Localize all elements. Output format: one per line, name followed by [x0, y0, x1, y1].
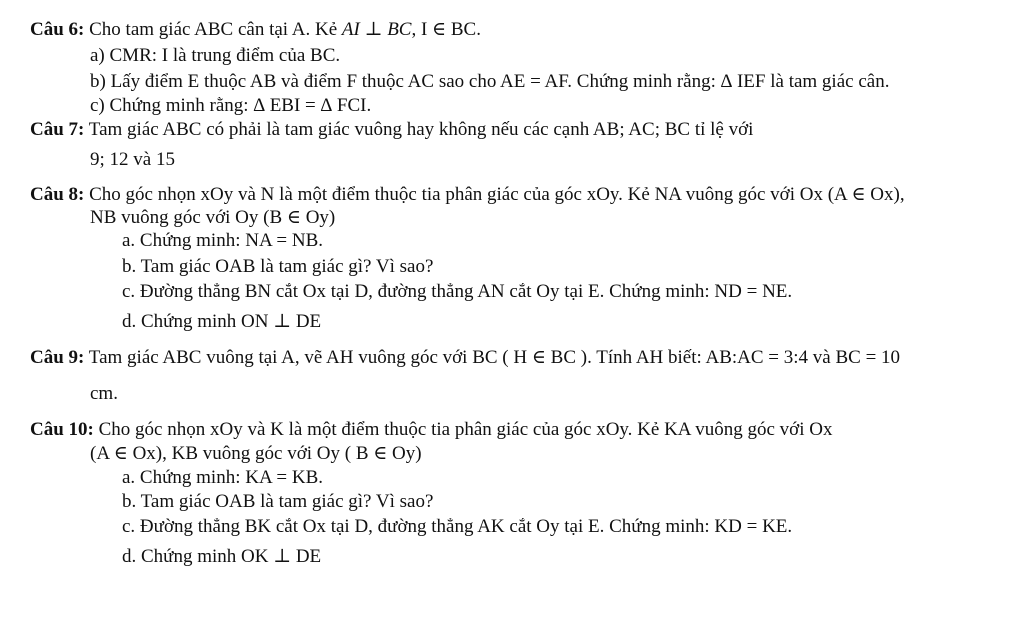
question-7-stem-continued: 9; 12 và 15: [90, 149, 175, 170]
question-8-part-c: c. Đường thẳng BN cắt Ox tại D, đường thẳng AN cắt Oy tại E. Chứng minh: ND = NE.: [122, 281, 793, 302]
question-6-part-c: c) Chứng minh rằng: ∆ EBI = ∆ FCI.: [90, 95, 372, 116]
question-6-stem-tail: , I ∈ BC.: [411, 19, 481, 40]
question-6-part-a: a) CMR: I là trung điểm của BC.: [90, 45, 341, 66]
question-6-stem-math: AI ⊥ BC: [341, 19, 412, 40]
question-8-part-d: d. Chứng minh ON ⊥ DE: [122, 311, 322, 332]
question-10-stem: [30, 419, 832, 441]
question-8-stem-text: Cho góc nhọn xOy và N là một điểm thuộc tia phân giác của góc xOy. Kẻ NA vuông góc với Ox (A ∈ Ox),: [89, 184, 905, 205]
question-9-stem: [30, 347, 900, 369]
question-8-label: Câu 8:: [30, 184, 85, 205]
question-8-part-b: b. Tam giác OAB là tam giác gì? Vì sao?: [122, 256, 434, 277]
question-10-part-b: b. Tam giác OAB là tam giác gì? Vì sao?: [122, 491, 434, 512]
question-9-label: Câu 9:: [30, 347, 85, 368]
question-8-stem-continued: NB vuông góc với Oy (B ∈ Oy): [90, 207, 336, 228]
question-10-part-d: d. Chứng minh OK ⊥ DE: [122, 546, 322, 567]
question-8-part-a: a. Chứng minh: NA = NB.: [122, 230, 323, 251]
question-7-label: Câu 7:: [30, 119, 85, 140]
question-7-stem-text: Tam giác ABC có phải là tam giác vuông hay không nếu các cạnh AB; AC; BC tỉ lệ với: [88, 119, 754, 140]
question-6-label: Câu 6:: [30, 19, 85, 40]
question-10-stem-text: Cho góc nhọn xOy và K là một điểm thuộc tia phân giác của góc xOy. Kẻ KA vuông góc với Ox: [98, 419, 833, 440]
question-9-stem-continued: cm.: [90, 383, 118, 404]
question-10-part-a: a. Chứng minh: KA = KB.: [122, 467, 323, 488]
question-8-stem: [30, 184, 905, 206]
question-6-stem-text: Cho tam giác ABC cân tại A. Kẻ: [89, 19, 338, 40]
question-10-part-c: c. Đường thẳng BK cắt Ox tại D, đường thẳng AK cắt Oy tại E. Chứng minh: KD = KE.: [122, 516, 793, 537]
question-10-label: Câu 10:: [30, 419, 94, 440]
question-9-stem-text: Tam giác ABC vuông tại A, vẽ AH vuông góc với BC ( H ∈ BC ). Tính AH biết: AB:AC = 3:4 và BC = 10: [88, 347, 901, 368]
question-6-part-b: b) Lấy điểm E thuộc AB và điểm F thuộc AC sao cho AE = AF. Chứng minh rằng: ∆ IEF là tam giác cân.: [90, 71, 890, 92]
question-6-stem: [30, 19, 481, 41]
question-7-stem: [30, 119, 753, 141]
question-10-stem-continued: (A ∈ Ox), KB vuông góc với Oy ( B ∈ Oy): [90, 443, 422, 464]
